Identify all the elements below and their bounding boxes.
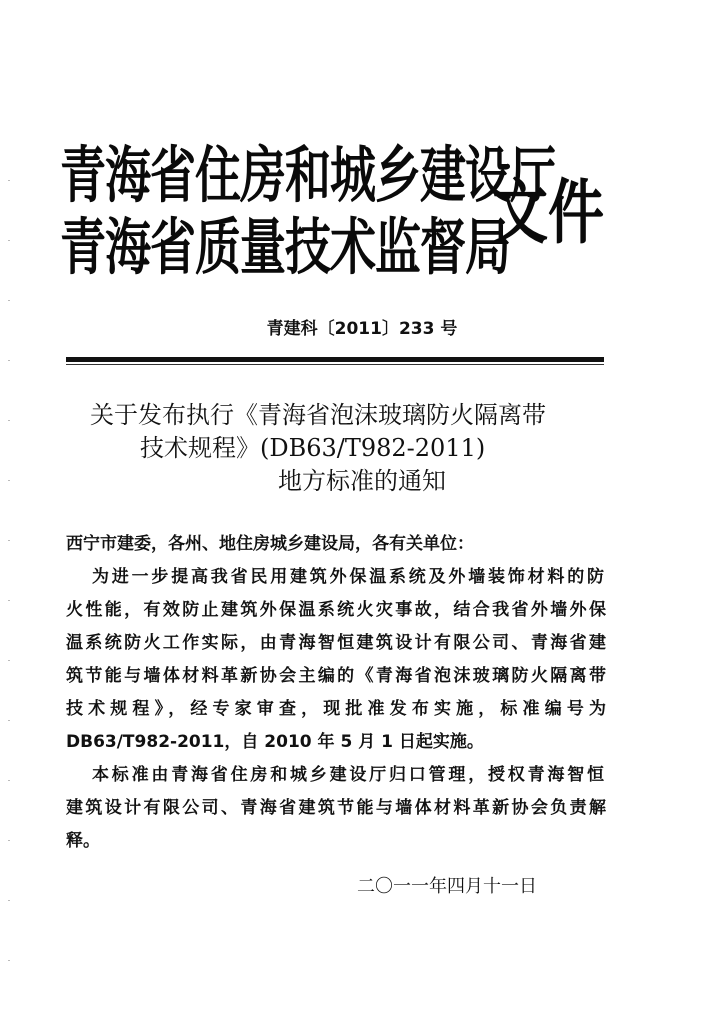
paragraph-1-line-1: 为进一步提高我省民用建筑外保温系统及外墙装饰材料的防 xyxy=(92,567,604,587)
issuer-name-housing-department: 青海省住房和城乡建设厅 xyxy=(60,139,555,211)
scan-binding-marks xyxy=(8,180,10,980)
paragraph-1-line-6: DB63/T982-2011，自 2010 年 5 月 1 日起实施。 xyxy=(66,732,484,752)
notice-title-line-2: 技术规程》(DB63/T982-2011) xyxy=(140,434,486,462)
notice-title-line-3: 地方标准的通知 xyxy=(278,467,446,495)
issuer-name-quality-bureau: 青海省质量技术监督局 xyxy=(60,211,510,283)
addressee-line: 西宁市建委，各州、地住房城乡建设局，各有关单位： xyxy=(66,534,474,554)
header-divider-thin xyxy=(66,364,604,365)
document-number: 青建科〔2011〕233 号 xyxy=(266,319,458,339)
paragraph-2-line-2: 建筑设计有限公司、青海省建筑节能与墙体材料革新协会负责解 xyxy=(66,798,606,818)
header-divider-thick xyxy=(66,357,604,362)
document-type-label: 文件 xyxy=(492,172,604,254)
paragraph-1-line-3: 温系统防火工作实际，由青海智恒建筑设计有限公司、青海省建 xyxy=(66,633,606,653)
notice-title-line-1: 关于发布执行《青海省泡沫玻璃防火隔离带 xyxy=(90,401,546,429)
issue-date: 二〇一一年四月十一日 xyxy=(357,876,537,897)
paragraph-2-line-1: 本标准由青海省住房和城乡建设厅归口管理，授权青海智恒 xyxy=(92,765,604,785)
paragraph-1-line-5: 技术规程》，经专家审查，现批准发布实施，标准编号为 xyxy=(66,699,606,719)
paragraph-1-line-4: 筑节能与墙体材料革新协会主编的《青海省泡沫玻璃防火隔离带 xyxy=(66,666,606,686)
document-header xyxy=(60,138,620,288)
paragraph-1-line-2: 火性能，有效防止建筑外保温系统火灾事故，结合我省外墙外保 xyxy=(66,600,606,620)
paragraph-2-line-3: 释。 xyxy=(66,831,100,851)
